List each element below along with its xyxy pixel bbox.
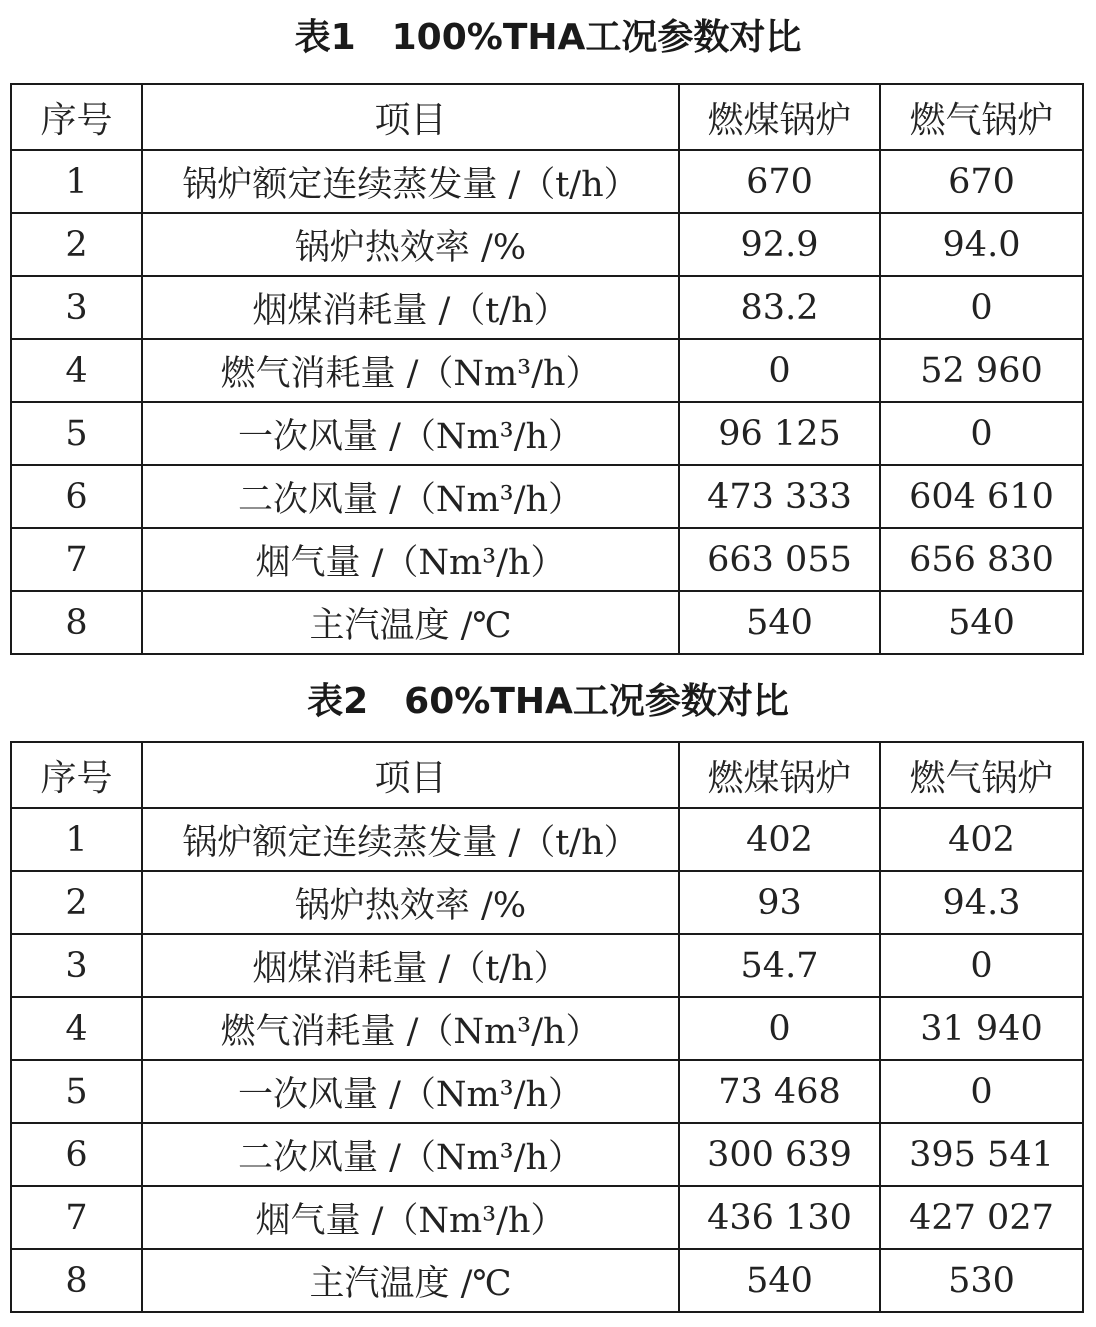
table-row [11,871,1083,934]
cell-coal: 0 [679,997,880,1060]
table-row [11,276,1083,339]
cell-item: 烟气量 /（Nm³/h） [142,1186,679,1249]
cell-gas: 530 [880,1249,1083,1312]
cell-no: 6 [11,465,142,528]
cell-item: 烟煤消耗量 /（t/h） [142,934,679,997]
cell-item: 燃气消耗量 /（Nm³/h） [142,997,679,1060]
cell-gas: 670 [880,150,1083,213]
header-item: 项目 [142,742,679,808]
cell-coal: 73 468 [679,1060,880,1123]
cell-no: 4 [11,997,142,1060]
table-row [11,150,1083,213]
cell-gas: 395 541 [880,1123,1083,1186]
cell-item: 锅炉额定连续蒸发量 /（t/h） [142,808,679,871]
table-row [11,339,1083,402]
cell-coal: 0 [679,339,880,402]
cell-gas: 0 [880,934,1083,997]
table-row [11,213,1083,276]
cell-no: 1 [11,808,142,871]
table-row [11,591,1083,654]
cell-item: 一次风量 /（Nm³/h） [142,402,679,465]
cell-no: 3 [11,934,142,997]
cell-item: 烟煤消耗量 /（t/h） [142,276,679,339]
cell-item: 燃气消耗量 /（Nm³/h） [142,339,679,402]
cell-gas: 52 960 [880,339,1083,402]
cell-no: 8 [11,591,142,654]
cell-gas: 0 [880,402,1083,465]
table1-header-row [11,84,1083,150]
table2-header-row [11,742,1083,808]
cell-coal: 96 125 [679,402,880,465]
cell-item: 主汽温度 /℃ [142,591,679,654]
cell-item: 二次风量 /（Nm³/h） [142,1123,679,1186]
table-row [11,1186,1083,1249]
header-no: 序号 [11,742,142,808]
cell-no: 6 [11,1123,142,1186]
table-row [11,997,1083,1060]
table1-caption: 表1 100%THA工况参数对比 [294,17,802,58]
cell-gas: 656 830 [880,528,1083,591]
cell-gas: 604 610 [880,465,1083,528]
table1 [10,83,1084,655]
cell-no: 4 [11,339,142,402]
cell-item: 锅炉额定连续蒸发量 /（t/h） [142,150,679,213]
table2 [10,741,1084,1313]
cell-coal: 54.7 [679,934,880,997]
cell-gas: 427 027 [880,1186,1083,1249]
table-row [11,1060,1083,1123]
table-row [11,402,1083,465]
cell-no: 7 [11,1186,142,1249]
cell-item: 主汽温度 /℃ [142,1249,679,1312]
cell-coal: 93 [679,871,880,934]
header-coal-boiler: 燃煤锅炉 [679,742,880,808]
table2-caption: 表2 60%THA工况参数对比 [307,681,789,722]
table-row [11,1123,1083,1186]
cell-coal: 436 130 [679,1186,880,1249]
cell-no: 7 [11,528,142,591]
cell-no: 2 [11,213,142,276]
cell-no: 8 [11,1249,142,1312]
cell-gas: 0 [880,276,1083,339]
cell-no: 2 [11,871,142,934]
table-row [11,934,1083,997]
cell-coal: 92.9 [679,213,880,276]
cell-no: 5 [11,1060,142,1123]
cell-no: 5 [11,402,142,465]
header-item: 项目 [142,84,679,150]
cell-gas: 540 [880,591,1083,654]
header-gas-boiler: 燃气锅炉 [880,84,1083,150]
table-row [11,1249,1083,1312]
cell-item: 烟气量 /（Nm³/h） [142,528,679,591]
cell-item: 锅炉热效率 /% [142,871,679,934]
header-no: 序号 [11,84,142,150]
cell-item: 锅炉热效率 /% [142,213,679,276]
cell-no: 1 [11,150,142,213]
table-row [11,808,1083,871]
header-coal-boiler: 燃煤锅炉 [679,84,880,150]
cell-gas: 402 [880,808,1083,871]
cell-coal: 663 055 [679,528,880,591]
cell-coal: 402 [679,808,880,871]
cell-coal: 540 [679,591,880,654]
cell-item: 一次风量 /（Nm³/h） [142,1060,679,1123]
cell-item: 二次风量 /（Nm³/h） [142,465,679,528]
cell-gas: 94.3 [880,871,1083,934]
cell-gas: 94.0 [880,213,1083,276]
header-gas-boiler: 燃气锅炉 [880,742,1083,808]
cell-coal: 473 333 [679,465,880,528]
cell-coal: 83.2 [679,276,880,339]
table-row [11,465,1083,528]
cell-coal: 300 639 [679,1123,880,1186]
cell-coal: 670 [679,150,880,213]
cell-gas: 31 940 [880,997,1083,1060]
table-row [11,528,1083,591]
cell-gas: 0 [880,1060,1083,1123]
cell-no: 3 [11,276,142,339]
cell-coal: 540 [679,1249,880,1312]
